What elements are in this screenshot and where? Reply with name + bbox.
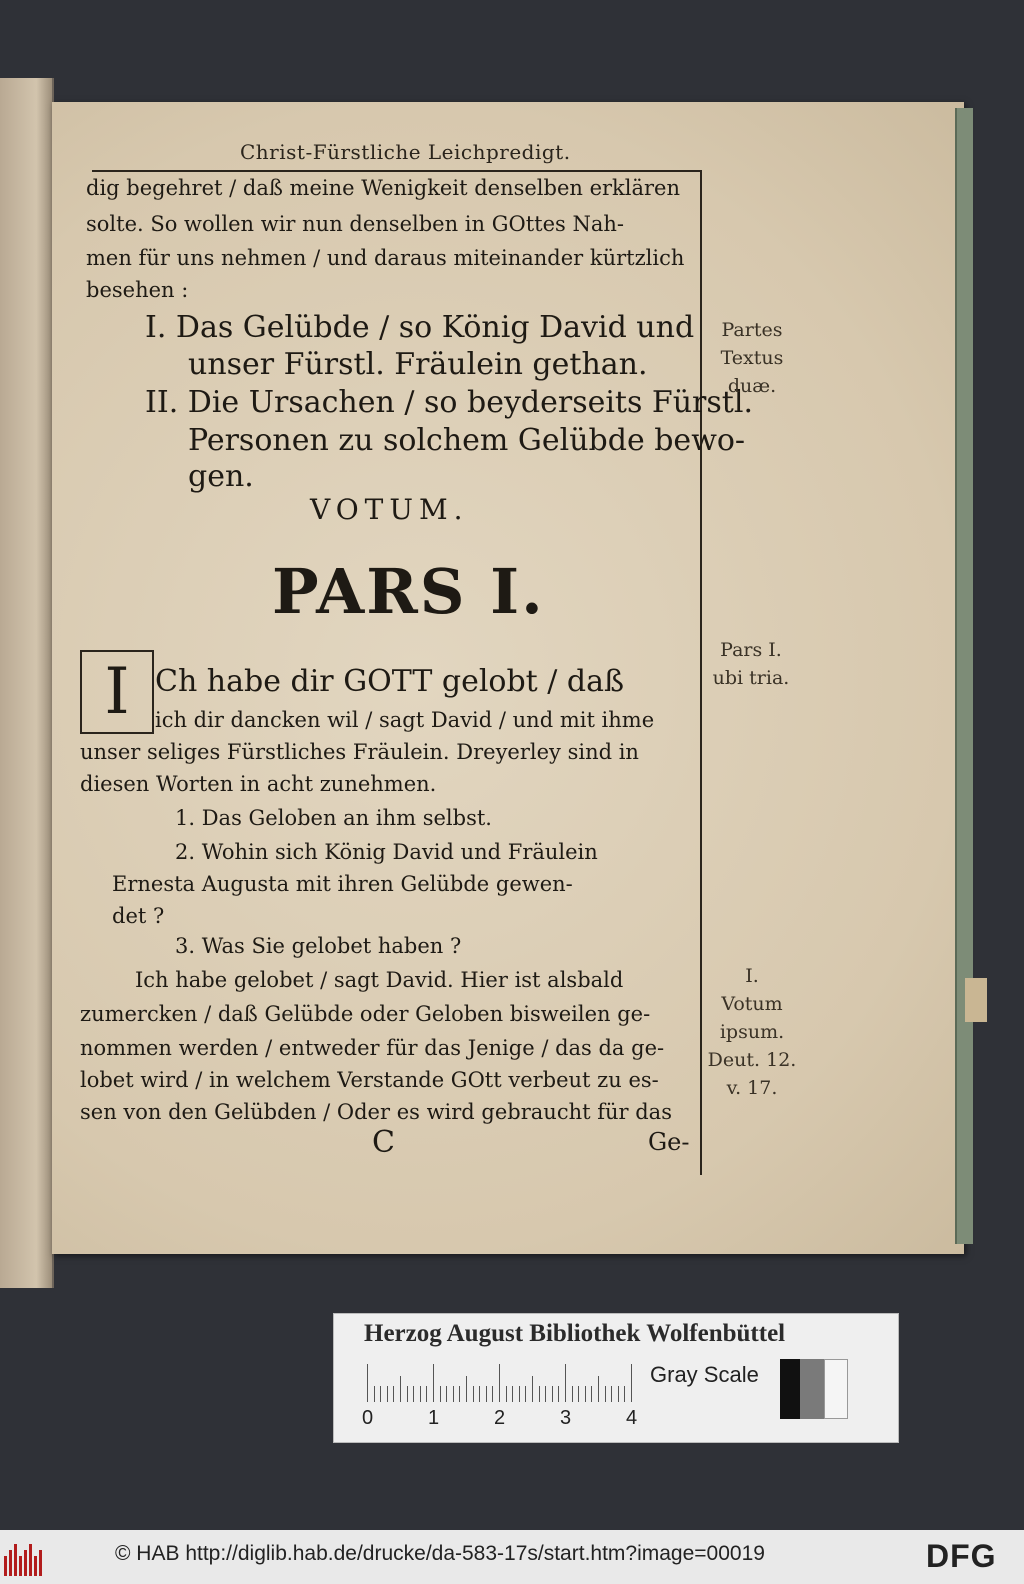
institution-name: Herzog August Bibliothek Wolfenbüttel	[364, 1320, 786, 1347]
ruler-tick	[624, 1386, 625, 1402]
drop-capital: I	[80, 650, 154, 734]
ruler-number: 3	[560, 1407, 572, 1429]
ruler-tick	[367, 1364, 368, 1402]
ruler-tick	[400, 1376, 401, 1402]
logo-bar	[34, 1556, 37, 1576]
margin-line: v. 17.	[726, 1077, 778, 1099]
dfg-logo: DFG	[926, 1538, 997, 1574]
ruler-tick	[380, 1386, 381, 1402]
gray-scale-label: Gray Scale	[650, 1362, 759, 1387]
ruler-tick	[466, 1376, 467, 1402]
logo-bar	[39, 1550, 42, 1576]
ruler-tick	[525, 1386, 526, 1402]
margin-line: Deut. 12.	[707, 1049, 797, 1071]
text-line: Ch habe dir GOTT gelobt / daß	[155, 664, 625, 699]
ruler-tick	[598, 1376, 599, 1402]
ruler-tick	[473, 1386, 474, 1402]
ruler-tick	[420, 1386, 421, 1402]
copyright-link[interactable]: © HAB http://diglib.hab.de/drucke/da-583-17s/start.htm?image=00019	[115, 1542, 765, 1565]
ruler-tick	[426, 1386, 427, 1402]
list-item: 1. Das Geloben an ihm selbst.	[175, 806, 492, 830]
ruler-tick	[605, 1386, 606, 1402]
ruler-tick	[539, 1386, 540, 1402]
ruler-tick	[545, 1386, 546, 1402]
ruler-number: 1	[428, 1407, 440, 1429]
text-line: lobet wird / in welchem Verstande GOtt verbeut zu es-	[80, 1068, 659, 1092]
ruler-tick	[453, 1386, 454, 1402]
list-item: Ernesta Augusta mit ihren Gelübde gewen-	[112, 872, 573, 896]
ruler-number: 2	[494, 1407, 506, 1429]
list-item: 2. Wohin sich König David und Fräulein	[175, 840, 598, 864]
text-line: ich dir dancken wil / sagt David / und mit ihme	[155, 708, 655, 732]
margin-line: duæ.	[727, 375, 777, 397]
logo-bar	[4, 1556, 7, 1576]
pars-heading: PARS I.	[272, 555, 545, 628]
votum-heading: VOTUM.	[310, 493, 469, 526]
ruler-tick	[591, 1386, 592, 1402]
ruler-tick	[459, 1386, 460, 1402]
margin-note-partes	[716, 316, 788, 400]
gray-swatch-mid	[800, 1359, 824, 1419]
ruler-tick	[512, 1386, 513, 1402]
margin-line: ubi tria.	[712, 667, 790, 689]
ruler-tick	[558, 1386, 559, 1402]
text-line: zumercken / daß Gelübde oder Geloben bisweilen ge-	[80, 1002, 651, 1026]
page-edge	[955, 108, 973, 1244]
point-line: unser Fürstl. Fräulein gethan.	[188, 347, 648, 382]
margin-line: Votum	[721, 993, 783, 1015]
ruler-tick	[506, 1386, 507, 1402]
signature-mark: C	[372, 1125, 395, 1160]
ruler-tick	[374, 1386, 375, 1402]
ruler-tick	[492, 1386, 493, 1402]
point-line: I. Das Gelübde / so König David und	[145, 310, 695, 345]
text-line: unser seliges Fürstliches Fräulein. Dreyerley sind in	[80, 740, 639, 764]
ruler-tick	[532, 1376, 533, 1402]
margin-line: Partes	[721, 319, 783, 341]
hab-logo-icon	[4, 1538, 46, 1576]
margin-line: I.	[745, 965, 759, 987]
header-rule	[92, 170, 702, 172]
ruler-tick	[407, 1386, 408, 1402]
margin-note-pars	[706, 636, 796, 692]
ruler-tick	[552, 1386, 553, 1402]
running-title: Christ-Fürstliche Leichpredigt.	[240, 140, 571, 164]
text-line: Ich habe gelobet / sagt David. Hier ist alsbald	[135, 968, 624, 992]
margin-line: Pars I.	[720, 639, 782, 661]
footer-bar	[0, 1530, 1024, 1584]
ruler-tick	[446, 1386, 447, 1402]
left-page-fragment	[0, 78, 54, 1288]
logo-bar	[9, 1550, 12, 1576]
text-line: nommen werden / entweder für das Jenige / das da ge-	[80, 1036, 665, 1060]
ruler-tick	[440, 1386, 441, 1402]
ruler-tick	[611, 1386, 612, 1402]
catchword: Ge-	[648, 1128, 690, 1156]
ruler-tick	[631, 1364, 632, 1402]
text-line: dig begehret / daß meine Wenigkeit denselben erklären	[86, 176, 680, 200]
ruler-tick	[618, 1386, 619, 1402]
logo-bar	[19, 1556, 22, 1576]
ruler-tick	[499, 1364, 500, 1402]
text-line: diesen Worten in acht zunehmen.	[80, 772, 437, 796]
ruler-tick	[578, 1386, 579, 1402]
logo-bar	[14, 1544, 17, 1576]
point-line: Personen zu solchem Gelübde bewo-	[188, 423, 746, 458]
margin-note-votum	[700, 962, 804, 1102]
ruler-number: 4	[626, 1407, 638, 1429]
ruler-number: 0	[362, 1407, 374, 1429]
margin-line: Textus	[720, 347, 784, 369]
ruler-tick	[519, 1386, 520, 1402]
text-line: men für uns nehmen / und daraus miteinander kürtzlich	[86, 246, 685, 270]
logo-bar	[29, 1544, 32, 1576]
ruler-tick	[565, 1364, 566, 1402]
list-item: 3. Was Sie gelobet haben ?	[175, 934, 462, 958]
point-line: gen.	[188, 459, 254, 494]
ruler-tick	[393, 1386, 394, 1402]
ruler-tick	[433, 1364, 434, 1402]
gray-swatch-white	[824, 1359, 848, 1419]
ruler-tick	[585, 1386, 586, 1402]
ruler	[367, 1364, 632, 1402]
logo-bar	[24, 1550, 27, 1576]
ruler-tick	[413, 1386, 414, 1402]
text-line: besehen :	[86, 278, 189, 302]
text-line: sen von den Gelübden / Oder es wird gebraucht für das	[80, 1100, 672, 1124]
scale-card	[333, 1313, 899, 1443]
ruler-tick	[479, 1386, 480, 1402]
gray-swatch-black	[780, 1359, 800, 1419]
point-line: II. Die Ursachen / so beyderseits Fürstl.	[145, 385, 753, 420]
ruler-tick	[486, 1386, 487, 1402]
ruler-tick	[387, 1386, 388, 1402]
text-line: solte. So wollen wir nun denselben in GOttes Nah-	[86, 212, 624, 236]
page-tab	[965, 978, 987, 1022]
ruler-tick	[572, 1386, 573, 1402]
list-item: det ?	[112, 904, 165, 928]
margin-line: ipsum.	[719, 1021, 785, 1043]
